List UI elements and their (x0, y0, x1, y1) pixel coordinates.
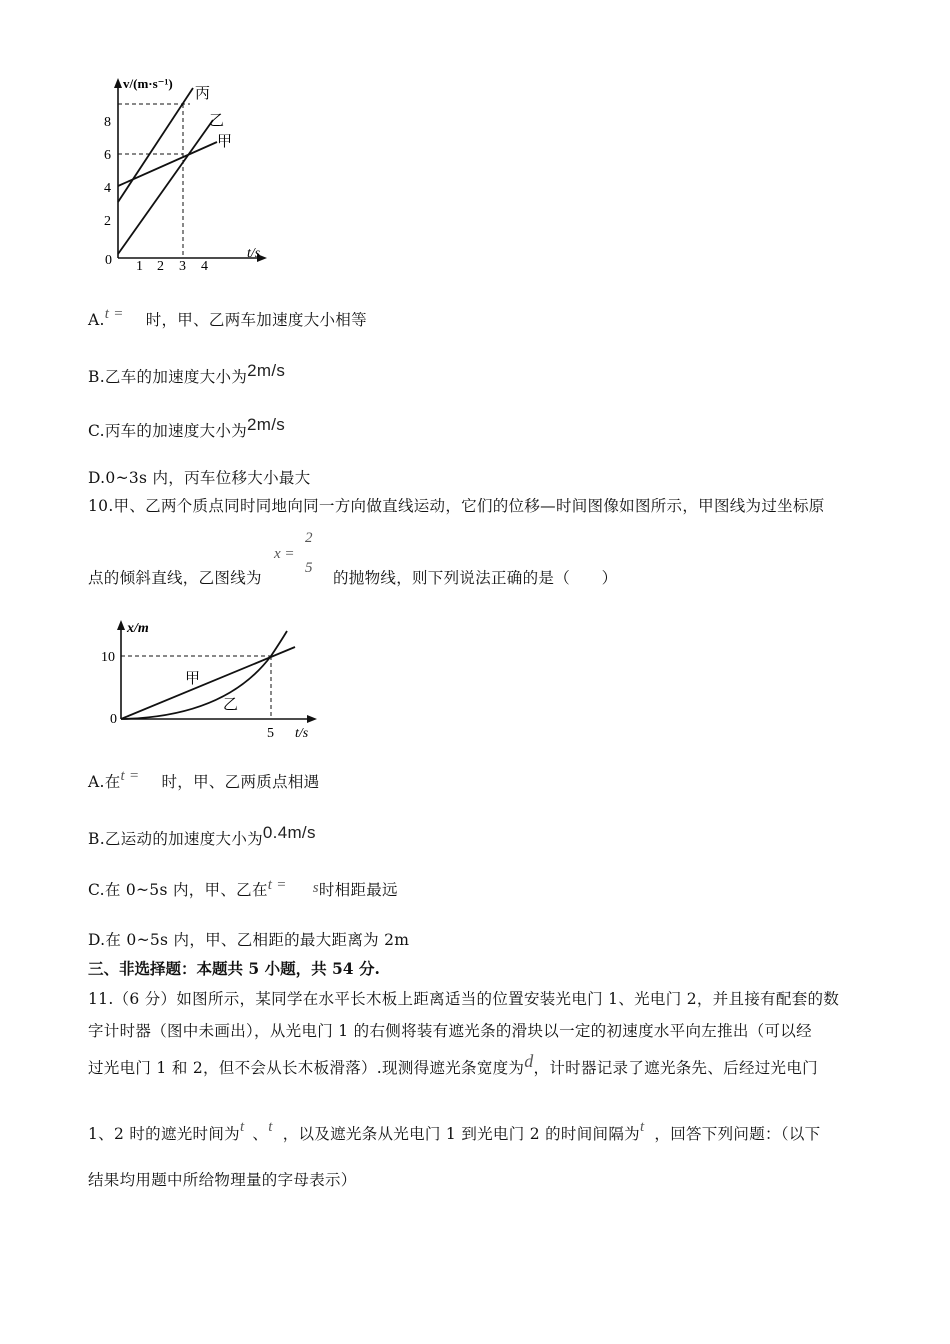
q11-var-d: d (524, 1051, 534, 1071)
q10-a-text: 时，甲、乙两质点相遇 (161, 773, 320, 791)
chart1-line-yi (118, 120, 213, 254)
chart1-y-arrow (114, 78, 122, 88)
chart1-ytick-8: 8 (104, 115, 111, 130)
q11-var-t2: t (268, 1119, 273, 1135)
q9-b-text: B.乙车的加速度大小为 (88, 368, 248, 386)
chart1-line-bing (118, 88, 193, 202)
chart1-label-jia: 甲 (217, 134, 233, 150)
chart1-label-bing: 丙 (195, 86, 211, 102)
q9-option-a (88, 308, 367, 330)
chart2-origin: 0 (110, 712, 117, 727)
chart2-label-yi: 乙 (223, 697, 239, 713)
chart2-x-arrow (307, 715, 317, 723)
chart2-label-jia: 甲 (185, 671, 201, 687)
q10-c-variable: t = (267, 877, 287, 893)
q10-option-c (88, 878, 398, 900)
chart1-ytick-6: 6 (104, 148, 111, 163)
q9-option-d: D.0~3s 内，丙车位移大小最大 (88, 469, 311, 487)
q10-c-unit: s (312, 880, 319, 896)
chart1-origin: 0 (105, 253, 112, 268)
chart2-x-label: t/s (295, 726, 309, 741)
q11-var-t: t (639, 1119, 645, 1135)
q10-a-variable: t = (120, 768, 140, 784)
chart2-curve-yi (121, 631, 287, 719)
chart1-x-label: t/s (247, 246, 261, 261)
q11-line2: 字计时器（图中未画出），从光电门 1 的右侧将装有遮光条的滑块以一定的初速度水平向左推出（可以经 (88, 1022, 812, 1040)
q11-line4-pre: 1、2 时的遮光时间为 (88, 1125, 240, 1143)
q9-c-unit: 2m/s (247, 415, 286, 434)
chart2-ytick-10: 10 (101, 650, 115, 665)
q10-c-text2: 时相距最远 (318, 881, 398, 899)
q11-line5: 结果均用题中所给物理量的字母表示） (88, 1171, 357, 1189)
chart2-y-label: x/m (127, 621, 149, 636)
chart1-xtick-3: 3 (179, 259, 186, 274)
q10-option-d: D.在 0~5s 内，甲、乙相距的最大距离为 2m (88, 931, 410, 949)
chart2-xtick-5: 5 (267, 726, 274, 741)
chart1-y-label: v/(m·s⁻¹) (123, 76, 173, 91)
q11-line3 (88, 1051, 818, 1078)
q10-option-b (88, 823, 316, 849)
q10-c-text1: C.在 0~5s 内，甲、乙在 (88, 881, 268, 899)
q10-b-text: B.乙运动的加速度大小为 (88, 830, 263, 848)
q10-b-unit: 0.4m/s (262, 823, 316, 842)
q10-stem-line2 (88, 566, 262, 588)
chart1-label-yi: 乙 (209, 113, 225, 129)
displacement-time-chart (101, 613, 330, 743)
q10-formula-top: 2 (305, 530, 313, 546)
q10-option-a (88, 770, 320, 792)
q10-a-prefix: A.在 (88, 773, 121, 791)
q10-line2-pre: 点的倾斜直线，乙图线为 (88, 569, 262, 587)
chart2-y-arrow (117, 620, 125, 630)
chart1-xtick-2: 2 (157, 259, 164, 274)
q9-b-unit: 2m/s (247, 361, 286, 380)
q10-stem-line1: 10.甲、乙两个质点同时同地向同一方向做直线运动，它们的位移—时间图像如图所示，甲图线为过坐标原 (88, 497, 825, 515)
chart1-ytick-4: 4 (104, 181, 111, 196)
q9-option-b (88, 361, 286, 387)
q11-line1: 11.（6 分）如图所示，某同学在水平长木板上距离适当的位置安装光电门 1、光电门 2，并且接有配套的数 (88, 990, 840, 1008)
chart1-line-jia (118, 142, 217, 186)
q11-line3-pre: 过光电门 1 和 2，但不会从长木板滑落）.现测得遮光条宽度为 (88, 1059, 525, 1077)
q11-line4-post: ，回答下列问题：（以下 (654, 1125, 821, 1143)
q11-line4-mid: ，以及遮光条从光电门 1 到光电门 2 的时间间隔为 (282, 1125, 640, 1143)
q9-a-variable: t = (104, 306, 124, 322)
q10-formula (274, 530, 329, 582)
chart1-ytick-2: 2 (104, 214, 111, 229)
q9-option-c (88, 415, 286, 441)
velocity-time-chart (95, 70, 280, 275)
section-3-title: 三、非选择题：本题共 5 小题，共 54 分. (88, 959, 380, 978)
chart1-xtick-4: 4 (201, 259, 208, 274)
q10-line2-post: 的抛物线，则下列说法正确的是（ ） (333, 569, 618, 587)
q9-c-text: C.丙车的加速度大小为 (88, 422, 248, 440)
q11-line4 (88, 1119, 821, 1144)
q11-var-t1: t (239, 1119, 245, 1135)
q9-a-text: 时，甲、乙两车加速度大小相等 (145, 311, 367, 329)
q11-line3-post: ，计时器记录了遮光条先、后经过光电门 (533, 1059, 818, 1077)
q10-formula-var: x = (274, 546, 295, 562)
q11-sep: 、 (252, 1125, 269, 1143)
q10-formula-bottom: 5 (305, 560, 313, 576)
chart1-xtick-1: 1 (136, 259, 143, 274)
q9-a-prefix: A. (88, 311, 105, 329)
